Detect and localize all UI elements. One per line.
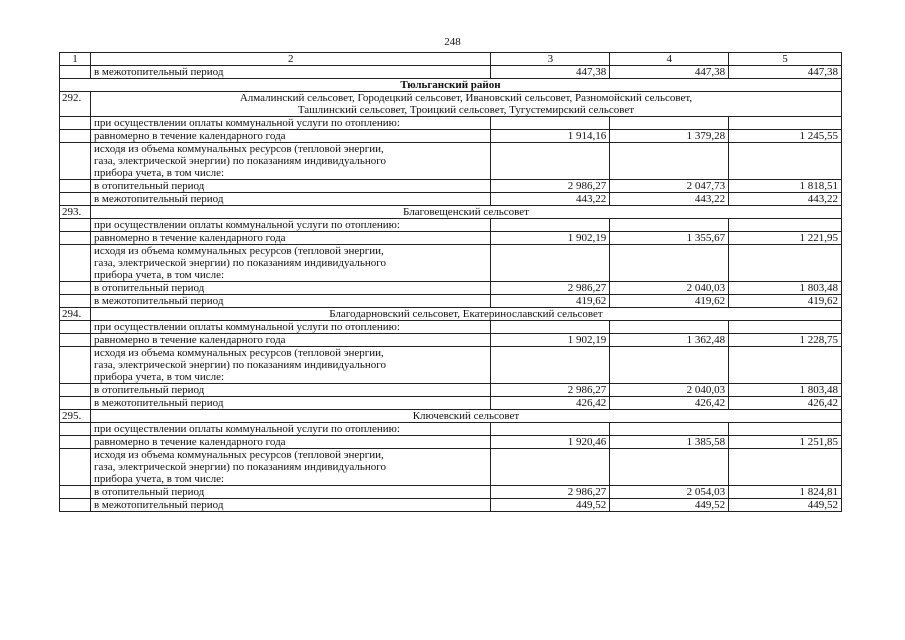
- table-row: [60, 232, 842, 245]
- value-cell: 1 221,95: [729, 232, 842, 245]
- row-label: [90, 143, 490, 180]
- table-row: [60, 436, 842, 449]
- value-cell: [729, 449, 842, 486]
- section-title-line: Благодарновский сельсовет, Екатеринославский сельсовет: [329, 308, 603, 320]
- section-index: 295.: [60, 410, 91, 423]
- row-label-line: газа, электрической энергии) по показаниям индивидуального: [93, 461, 386, 473]
- row-label-line: газа, электрической энергии) по показаниям индивидуального: [93, 257, 386, 269]
- value-cell: [729, 321, 842, 334]
- table-row: [60, 117, 842, 130]
- value-cell: [491, 245, 610, 282]
- row-label: [90, 245, 490, 282]
- table-row: [60, 66, 842, 79]
- table-row: [60, 130, 842, 143]
- value-cell: [491, 143, 610, 180]
- table-row: [60, 423, 842, 436]
- value-cell: [729, 117, 842, 130]
- value-cell: 449,52: [491, 499, 610, 512]
- column-header: 3: [491, 53, 610, 66]
- row-label: при осуществлении оплаты коммунальной услуги по отоплению:: [90, 321, 490, 334]
- value-cell: 1 803,48: [729, 282, 842, 295]
- value-cell: 419,62: [610, 295, 729, 308]
- row-label-line: прибора учета, в том числе:: [93, 473, 225, 485]
- section-title: [90, 92, 841, 117]
- value-cell: [491, 449, 610, 486]
- row-label: в межотопительный период: [90, 499, 490, 512]
- row-label: равномерно в течение календарного года: [90, 232, 490, 245]
- section-title-row: [60, 206, 842, 219]
- table-row: [60, 334, 842, 347]
- row-label-line: исходя из объема коммунальных ресурсов (тепловой энергии,: [93, 347, 384, 359]
- value-cell: 2 986,27: [491, 282, 610, 295]
- row-label: равномерно в течение календарного года: [90, 130, 490, 143]
- index-cell: [60, 384, 91, 397]
- page-number: 248: [444, 36, 461, 48]
- value-cell: [729, 143, 842, 180]
- value-cell: 426,42: [729, 397, 842, 410]
- table-row: [60, 449, 842, 486]
- row-label-line: прибора учета, в том числе:: [93, 371, 225, 383]
- value-cell: 2 040,03: [610, 282, 729, 295]
- table-row: [60, 347, 842, 384]
- index-cell: [60, 449, 91, 486]
- value-cell: [610, 449, 729, 486]
- row-label: при осуществлении оплаты коммунальной услуги по отоплению:: [90, 219, 490, 232]
- table-row: [60, 384, 842, 397]
- value-cell: 447,38: [491, 66, 610, 79]
- value-cell: [729, 219, 842, 232]
- value-cell: [491, 423, 610, 436]
- value-cell: 1 362,48: [610, 334, 729, 347]
- table-row: [60, 219, 842, 232]
- row-label: [90, 347, 490, 384]
- region-row: [60, 79, 842, 92]
- column-header: 2: [90, 53, 490, 66]
- value-cell: 443,22: [491, 193, 610, 206]
- row-label: равномерно в течение календарного года: [90, 436, 490, 449]
- region-title: Тюльганский район: [60, 79, 842, 92]
- value-cell: 426,42: [610, 397, 729, 410]
- tariff-table-body: [60, 53, 842, 512]
- value-cell: 2 040,03: [610, 384, 729, 397]
- value-cell: [610, 347, 729, 384]
- value-cell: 447,38: [729, 66, 842, 79]
- index-cell: [60, 245, 91, 282]
- row-label-line: исходя из объема коммунальных ресурсов (тепловой энергии,: [93, 143, 384, 155]
- table-row: [60, 499, 842, 512]
- value-cell: 449,52: [729, 499, 842, 512]
- value-cell: [491, 347, 610, 384]
- value-cell: [491, 219, 610, 232]
- value-cell: 1 355,67: [610, 232, 729, 245]
- value-cell: 419,62: [491, 295, 610, 308]
- row-label-line: газа, электрической энергии) по показаниям индивидуального: [93, 155, 386, 167]
- value-cell: 1 245,55: [729, 130, 842, 143]
- value-cell: 2 986,27: [491, 486, 610, 499]
- row-label: в межотопительный период: [90, 397, 490, 410]
- column-header: 1: [60, 53, 91, 66]
- value-cell: [729, 347, 842, 384]
- index-cell: [60, 295, 91, 308]
- table-row: [60, 295, 842, 308]
- index-cell: [60, 219, 91, 232]
- value-cell: 443,22: [729, 193, 842, 206]
- row-label-line: исходя из объема коммунальных ресурсов (тепловой энергии,: [93, 245, 384, 257]
- index-cell: [60, 180, 91, 193]
- value-cell: [610, 245, 729, 282]
- row-label: при осуществлении оплаты коммунальной услуги по отоплению:: [90, 423, 490, 436]
- section-index: 293.: [60, 206, 91, 219]
- value-cell: 443,22: [610, 193, 729, 206]
- index-cell: [60, 486, 91, 499]
- section-index: 292.: [60, 92, 91, 117]
- row-label-line: исходя из объема коммунальных ресурсов (тепловой энергии,: [93, 449, 384, 461]
- column-header: 5: [729, 53, 842, 66]
- index-cell: [60, 423, 91, 436]
- value-cell: 2 986,27: [491, 180, 610, 193]
- value-cell: 1 902,19: [491, 334, 610, 347]
- row-label: в межотопительный период: [90, 66, 490, 79]
- value-cell: [729, 423, 842, 436]
- index-cell: [60, 282, 91, 295]
- section-title-line: Ключевский сельсовет: [412, 410, 520, 422]
- value-cell: 1 385,58: [610, 436, 729, 449]
- table-row: [60, 282, 842, 295]
- section-title: [90, 308, 841, 321]
- row-label: равномерно в течение календарного года: [90, 334, 490, 347]
- section-title-row: [60, 92, 842, 117]
- table-row: [60, 397, 842, 410]
- row-label: в межотопительный период: [90, 193, 490, 206]
- row-label-line: прибора учета, в том числе:: [93, 269, 225, 281]
- value-cell: [610, 117, 729, 130]
- section-title: [90, 206, 841, 219]
- column-header-row: [60, 53, 842, 66]
- index-cell: [60, 117, 91, 130]
- value-cell: 1 818,51: [729, 180, 842, 193]
- index-cell: [60, 436, 91, 449]
- column-header: 4: [610, 53, 729, 66]
- row-label: в отопительный период: [90, 180, 490, 193]
- index-cell: [60, 66, 91, 79]
- value-cell: [729, 245, 842, 282]
- value-cell: 1 228,75: [729, 334, 842, 347]
- row-label-line: газа, электрической энергии) по показаниям индивидуального: [93, 359, 386, 371]
- section-title: [90, 410, 841, 423]
- row-label: в межотопительный период: [90, 295, 490, 308]
- value-cell: [610, 143, 729, 180]
- index-cell: [60, 232, 91, 245]
- section-title-row: [60, 308, 842, 321]
- table-row: [60, 193, 842, 206]
- table-row: [60, 143, 842, 180]
- value-cell: 1 824,81: [729, 486, 842, 499]
- index-cell: [60, 347, 91, 384]
- table-row: [60, 321, 842, 334]
- index-cell: [60, 143, 91, 180]
- section-title-line: Алмалинский сельсовет, Городецкий сельсовет, Ивановский сельсовет, Разномойский сельсовет,: [239, 92, 693, 104]
- value-cell: 2 047,73: [610, 180, 729, 193]
- value-cell: [491, 321, 610, 334]
- value-cell: 1 920,46: [491, 436, 610, 449]
- section-title-line: Ташлинский сельсовет, Троицкий сельсовет, Тугустемирский сельсовет: [297, 104, 635, 116]
- table-row: [60, 180, 842, 193]
- index-cell: [60, 321, 91, 334]
- table-row: [60, 245, 842, 282]
- value-cell: 1 902,19: [491, 232, 610, 245]
- row-label: в отопительный период: [90, 486, 490, 499]
- value-cell: [610, 219, 729, 232]
- row-label: [90, 449, 490, 486]
- value-cell: 447,38: [610, 66, 729, 79]
- tariff-table: [59, 52, 842, 512]
- row-label: в отопительный период: [90, 384, 490, 397]
- section-index: 294.: [60, 308, 91, 321]
- value-cell: 2 986,27: [491, 384, 610, 397]
- value-cell: 449,52: [610, 499, 729, 512]
- value-cell: 1 914,16: [491, 130, 610, 143]
- value-cell: 419,62: [729, 295, 842, 308]
- section-title-line: Благовещенский сельсовет: [403, 206, 529, 218]
- value-cell: 2 054,03: [610, 486, 729, 499]
- index-cell: [60, 499, 91, 512]
- value-cell: [610, 423, 729, 436]
- value-cell: 1 251,85: [729, 436, 842, 449]
- index-cell: [60, 130, 91, 143]
- value-cell: [491, 117, 610, 130]
- index-cell: [60, 193, 91, 206]
- row-label-line: прибора учета, в том числе:: [93, 167, 225, 179]
- index-cell: [60, 397, 91, 410]
- table-row: [60, 486, 842, 499]
- section-title-row: [60, 410, 842, 423]
- row-label: при осуществлении оплаты коммунальной услуги по отоплению:: [90, 117, 490, 130]
- value-cell: [610, 321, 729, 334]
- index-cell: [60, 334, 91, 347]
- value-cell: 1 379,28: [610, 130, 729, 143]
- value-cell: 1 803,48: [729, 384, 842, 397]
- value-cell: 426,42: [491, 397, 610, 410]
- row-label: в отопительный период: [90, 282, 490, 295]
